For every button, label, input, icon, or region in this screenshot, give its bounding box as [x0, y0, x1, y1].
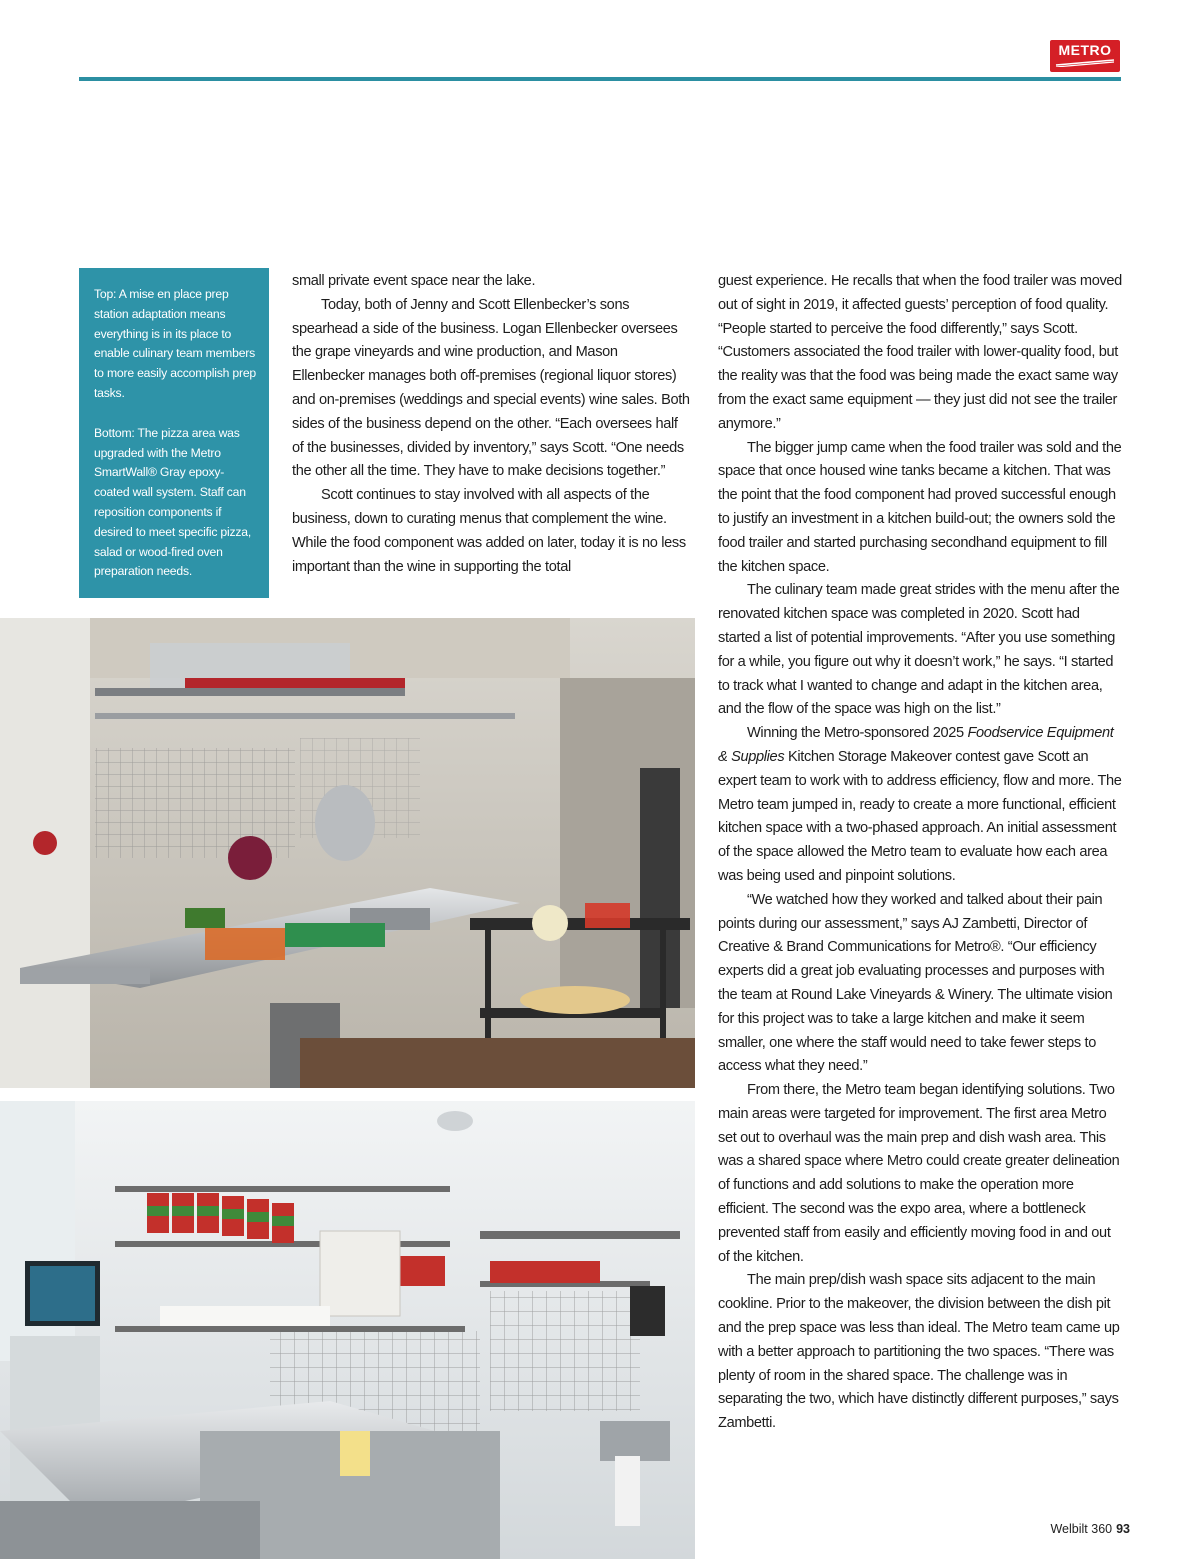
- paragraph: small private event space near the lake.: [292, 273, 536, 289]
- paragraph: Today, both of Jenny and Scott Ellenbecker’s sons spearhead a side of the business. Logan Ellenbecker oversees the grape vineyards and wine production, and Mason Ellenbecker manages both off-premises (regional liquor stores) and on-premises (weddings and special events) wine sales. Both sides of the business depend on the other. “Each oversees half of the businesses, divided by inventory,” says Scott. “One needs the other all the time. They have to make decisions together.”: [292, 296, 690, 480]
- caption-bottom: Bottom: The pizza area was upgraded with the Metro SmartWall® Gray epoxy-coated wall system. Staff can reposition components if desired to meet specific pizza, salad or wood-fired oven preparation needs.: [94, 425, 252, 579]
- pizza-area-illustration: [0, 1101, 695, 1559]
- paragraph: Scott continues to stay involved with all aspects of the business, down to curating menus that complement the wine. While the food component was added on later, today it is no less important than the wine in supporting the total: [292, 487, 686, 575]
- text-run: Kitchen Storage Makeover contest gave Scott an expert team to work with to address efficiency, flow and more. The Metro team jumped in, ready to create a more functional, efficient kitchen space with a two-phased approach. An initial assessment of the space allowed the Metro team to evaluate how each area was being used and pinpoint solutions.: [718, 748, 1122, 884]
- article-column-2: [718, 270, 1122, 1436]
- paragraph: guest experience. He recalls that when the food trailer was moved out of sight in 2019, it affected guests’ perception of food quality. “People started to perceive the food differently,” says Scott. “Customers associated the food trailer with lower-quality food, but the reality was that the food was being made the exact same way from the exact same equipment — they just did not see the trailer anymore.”: [718, 273, 1122, 432]
- article-column-1: [292, 270, 692, 579]
- paragraph: “We watched how they worked and talked about their pain points during our assessment,” says AJ Zambetti, Director of Creative & Brand Communications for Metro®. “Our efficiency experts did a great job evaluating processes and purposes with the team at Round Lake Vineyards & Winery. The ultimate vision for this project was to take a large kitchen and make it seem smaller, one where the staff would need to take fewer steps to access what they need.”: [718, 891, 1113, 1075]
- metro-logo: [1050, 40, 1120, 72]
- paragraph: The main prep/dish wash space sits adjacent to the main cookline. Prior to the makeover, the division between the dish pit and the prep space was less than ideal. The Metro team came up with a better approach to partitioning the two spaces. “There was plenty of room in the shared space. The challenge was in separating the two, which have distinctly different purposes,” says Zambetti.: [718, 1272, 1120, 1432]
- prep-station-illustration: [0, 618, 695, 1088]
- logo-text: METRO: [1058, 42, 1112, 58]
- paragraph: [718, 722, 1122, 889]
- caption-top: Top: A mise en place prep station adaptation means everything is in its place to enable culinary team members to more easily accomplish prep tasks.: [94, 287, 256, 400]
- paragraph: From there, the Metro team began identifying solutions. Two main areas were targeted for improvement. The first area Metro set out to overhaul was the main prep and dish wash area. This was a shared space where Metro could create greater delineation of functions and add solutions to make the operation more efficient. The second was the expo area, where a bottleneck prevented staff from easily and efficiently moving food in and out of the kitchen.: [718, 1082, 1120, 1265]
- logo-swoosh-icon: [1054, 59, 1116, 67]
- page-footer: [1020, 1522, 1130, 1536]
- text-run: Winning the Metro-sponsored 2025: [747, 725, 968, 742]
- header-rule: [79, 77, 1121, 81]
- paragraph: The bigger jump came when the food trailer was sold and the space that once housed wine tanks became a kitchen. That was the point that the food component had proved successful enough to justify an investment in a kitchen build-out; the owners sold the food trailer and started purchasing secondhand equipment to fill the kitchen space.: [718, 439, 1122, 575]
- publication-title: Foodservice Equipment & Supplies: [718, 725, 1114, 765]
- prep-station-photo: [0, 618, 695, 1088]
- photo-caption-box: [79, 268, 269, 598]
- page-number: 93: [1116, 1522, 1130, 1536]
- paragraph: The culinary team made great strides with the menu after the renovated kitchen space was completed in 2020. Scott had started a list of potential improvements. “After you use something for a while, you figure out why it doesn’t work,” he says. “I started to track what I wanted to change and adapt in the kitchen area, and the flow of the space was high on the list.”: [718, 582, 1120, 718]
- pizza-area-photo: [0, 1101, 695, 1559]
- publication-name: Welbilt 360: [1050, 1522, 1113, 1536]
